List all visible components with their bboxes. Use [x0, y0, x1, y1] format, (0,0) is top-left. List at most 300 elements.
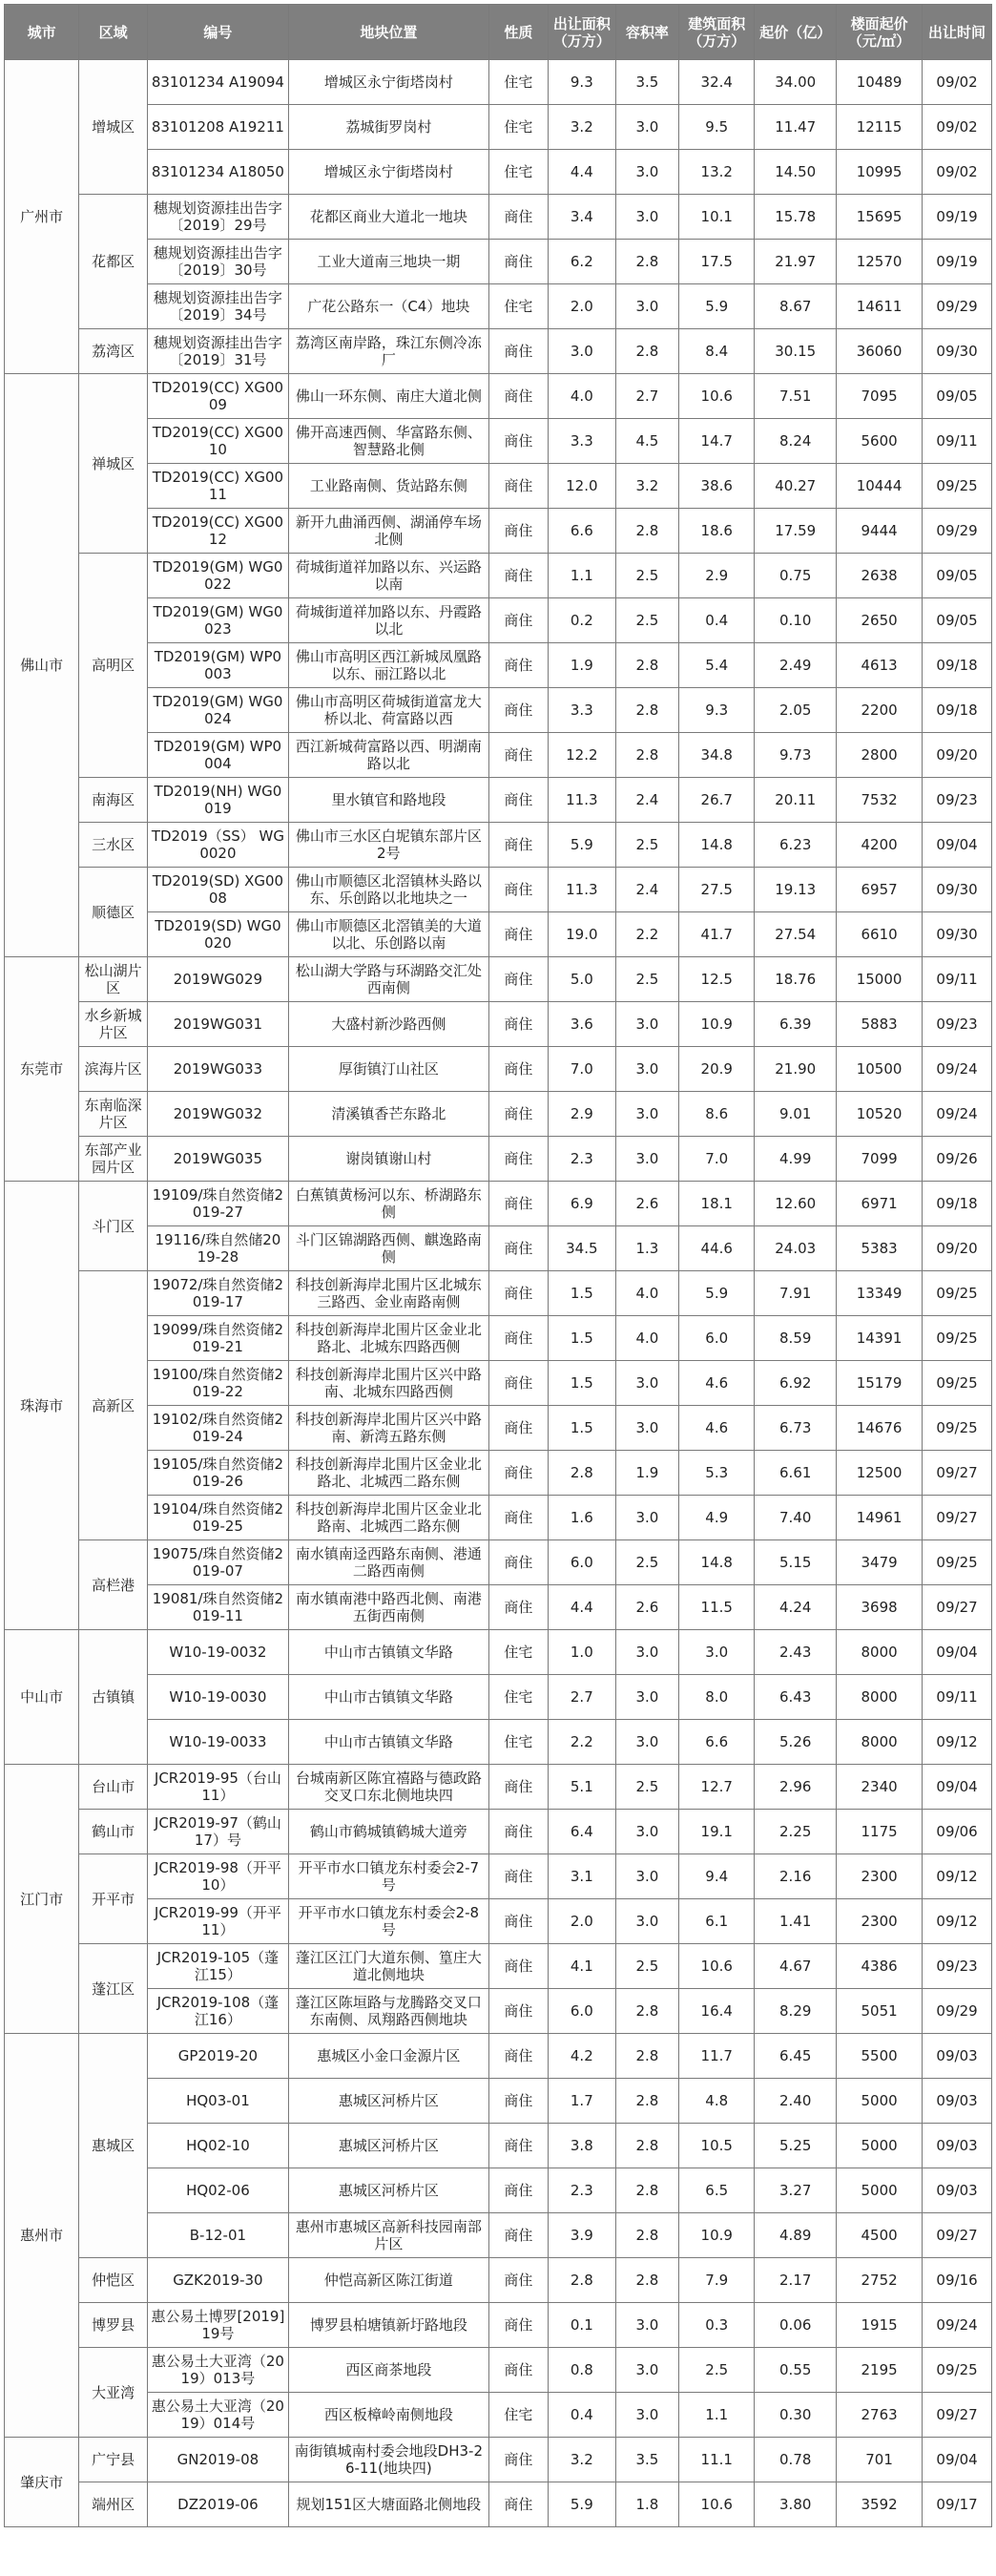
cell-code: 19105/珠自然资储2019-26: [147, 1451, 288, 1496]
table-row: [5, 1585, 992, 1630]
cell-code: B-12-01: [147, 2213, 288, 2258]
cell-district: 增城区: [79, 60, 148, 195]
cell-plot-ratio: 3.0: [615, 1496, 678, 1540]
cell-location: 佛山一环东侧、南庄大道北侧: [288, 374, 488, 419]
cell-location: 工业路南侧、货站路东侧: [288, 464, 488, 509]
header-row: [5, 5, 992, 60]
cell-starting-price: 30.15: [755, 329, 837, 374]
table-row: [5, 733, 992, 778]
cell-floor-price: 10995: [837, 150, 923, 195]
cell-code: 19116/珠自然储2019-28: [147, 1226, 288, 1271]
cell-starting-price: 18.76: [755, 957, 837, 1002]
cell-code: 19102/珠自然资储2019-24: [147, 1406, 288, 1451]
cell-location: 西江新城荷富路以西、明湖南路以北: [288, 733, 488, 778]
cell-land-area: 3.9: [548, 2213, 615, 2258]
cell-type: 商住: [488, 778, 548, 823]
cell-location: 科技创新海岸北围片区北城东三路西、金业南路南侧: [288, 1271, 488, 1316]
cell-floor-price: 2763: [837, 2393, 923, 2438]
cell-plot-ratio: 3.0: [615, 1137, 678, 1182]
cell-starting-price: 34.00: [755, 60, 837, 105]
cell-code: JCR2019-99（开平11）: [147, 1899, 288, 1944]
cell-land-area: 6.2: [548, 240, 615, 284]
cell-land-area: 1.1: [548, 554, 615, 598]
cell-location: 蓬江区江门大道东侧、篁庄大道北侧地块: [288, 1944, 488, 1989]
cell-starting-price: 3.27: [755, 2168, 837, 2213]
cell-land-area: 2.8: [548, 1451, 615, 1496]
cell-date: 09/12: [923, 1899, 992, 1944]
cell-starting-price: 6.39: [755, 1002, 837, 1047]
cell-code: W10-19-0033: [147, 1720, 288, 1765]
cell-location: 荷城街道祥加路以东、兴运路以南: [288, 554, 488, 598]
cell-starting-price: 4.24: [755, 1585, 837, 1630]
cell-district: 花都区: [79, 195, 148, 329]
cell-location: 佛山市高明区荷城街道富龙大桥以北、荷富路以西: [288, 688, 488, 733]
cell-plot-ratio: 3.0: [615, 284, 678, 329]
cell-floor-price: 10500: [837, 1047, 923, 1092]
cell-location: 里水镇官和路地段: [288, 778, 488, 823]
cell-code: HQ02-10: [147, 2124, 288, 2168]
cell-type: 商住: [488, 2303, 548, 2348]
cell-district: 荔湾区: [79, 329, 148, 374]
cell-plot-ratio: 2.5: [615, 1540, 678, 1585]
cell-floor-area: 2.9: [679, 554, 755, 598]
cell-floor-area: 8.0: [679, 1675, 755, 1720]
cell-floor-area: 18.6: [679, 509, 755, 554]
table-row: [5, 2393, 992, 2438]
cell-date: 09/03: [923, 2168, 992, 2213]
cell-floor-area: 9.5: [679, 105, 755, 150]
table-row: [5, 957, 992, 1002]
cell-floor-price: 8000: [837, 1720, 923, 1765]
cell-plot-ratio: 3.0: [615, 1092, 678, 1137]
cell-floor-price: 2638: [837, 554, 923, 598]
cell-city: 广州市: [5, 60, 79, 374]
cell-floor-price: 4613: [837, 643, 923, 688]
cell-land-area: 9.3: [548, 60, 615, 105]
cell-land-area: 4.2: [548, 2034, 615, 2079]
cell-city: 肇庆市: [5, 2438, 79, 2527]
cell-floor-area: 10.6: [679, 2482, 755, 2527]
cell-plot-ratio: 2.8: [615, 2124, 678, 2168]
header-land-area: 出让面积（万方）: [548, 5, 615, 60]
cell-location: 花都区商业大道北一地块: [288, 195, 488, 240]
cell-location: 白蕉镇黄杨河以东、桥湖路东侧: [288, 1182, 488, 1226]
cell-code: TD2019(GM) WG0023: [147, 598, 288, 643]
cell-location: 增城区永宁街塔岗村: [288, 150, 488, 195]
cell-plot-ratio: 4.0: [615, 1316, 678, 1361]
cell-floor-price: 3479: [837, 1540, 923, 1585]
cell-date: 09/24: [923, 1092, 992, 1137]
cell-type: 商住: [488, 733, 548, 778]
table-row: [5, 195, 992, 240]
cell-district: 广宁县: [79, 2438, 148, 2482]
cell-date: 09/23: [923, 778, 992, 823]
cell-floor-area: 10.6: [679, 374, 755, 419]
cell-code: JCR2019-108（蓬江16）: [147, 1989, 288, 2034]
cell-land-area: 6.9: [548, 1182, 615, 1226]
cell-type: 住宅: [488, 284, 548, 329]
cell-land-area: 3.3: [548, 688, 615, 733]
cell-plot-ratio: 2.8: [615, 509, 678, 554]
cell-district: 松山湖片区: [79, 957, 148, 1002]
cell-starting-price: 4.67: [755, 1944, 837, 1989]
cell-city: 东莞市: [5, 957, 79, 1182]
cell-date: 09/23: [923, 1002, 992, 1047]
cell-starting-price: 4.89: [755, 2213, 837, 2258]
cell-floor-area: 5.9: [679, 1271, 755, 1316]
table-row: [5, 2482, 992, 2527]
cell-type: 商住: [488, 2168, 548, 2213]
cell-plot-ratio: 2.5: [615, 598, 678, 643]
cell-location: 广花公路东一（C4）地块: [288, 284, 488, 329]
cell-floor-area: 12.7: [679, 1765, 755, 1810]
cell-plot-ratio: 2.8: [615, 240, 678, 284]
table-row: [5, 1316, 992, 1361]
cell-floor-price: 5883: [837, 1002, 923, 1047]
cell-district: 博罗县: [79, 2303, 148, 2348]
cell-land-area: 1.5: [548, 1271, 615, 1316]
cell-starting-price: 2.17: [755, 2258, 837, 2303]
cell-date: 09/20: [923, 1226, 992, 1271]
cell-floor-area: 7.0: [679, 1137, 755, 1182]
cell-city: 珠海市: [5, 1182, 79, 1630]
cell-starting-price: 7.40: [755, 1496, 837, 1540]
cell-land-area: 2.7: [548, 1675, 615, 1720]
header-plot-ratio: 容积率: [615, 5, 678, 60]
cell-floor-price: 5000: [837, 2079, 923, 2124]
cell-type: 住宅: [488, 150, 548, 195]
cell-plot-ratio: 3.0: [615, 1675, 678, 1720]
cell-location: 科技创新海岸北围片区兴中路南、北城东四路西侧: [288, 1361, 488, 1406]
cell-district: 蓬江区: [79, 1944, 148, 2034]
cell-land-area: 2.0: [548, 1899, 615, 1944]
table-row: [5, 2034, 992, 2079]
cell-land-area: 1.6: [548, 1496, 615, 1540]
cell-land-area: 19.0: [548, 912, 615, 957]
cell-land-area: 0.8: [548, 2348, 615, 2393]
cell-date: 09/27: [923, 1496, 992, 1540]
cell-location: 规划151区大塘面路北侧地段: [288, 2482, 488, 2527]
land-auction-table: [4, 4, 992, 2527]
cell-code: 穗规划资源挂出告字〔2019〕30号: [147, 240, 288, 284]
cell-district: 滨海片区: [79, 1047, 148, 1092]
table-row: [5, 2303, 992, 2348]
cell-code: GP2019-20: [147, 2034, 288, 2079]
cell-date: 09/19: [923, 195, 992, 240]
cell-floor-area: 11.1: [679, 2438, 755, 2482]
cell-floor-price: 5500: [837, 2034, 923, 2079]
cell-land-area: 34.5: [548, 1226, 615, 1271]
table-row: [5, 1675, 992, 1720]
cell-floor-price: 6971: [837, 1182, 923, 1226]
cell-date: 09/11: [923, 957, 992, 1002]
cell-date: 09/04: [923, 2438, 992, 2482]
cell-type: 商住: [488, 2034, 548, 2079]
cell-location: 厚街镇汀山社区: [288, 1047, 488, 1092]
cell-floor-price: 5000: [837, 2168, 923, 2213]
cell-plot-ratio: 4.0: [615, 1271, 678, 1316]
cell-plot-ratio: 3.0: [615, 195, 678, 240]
cell-land-area: 12.2: [548, 733, 615, 778]
cell-district: 高新区: [79, 1271, 148, 1540]
cell-starting-price: 3.80: [755, 2482, 837, 2527]
cell-starting-price: 4.99: [755, 1137, 837, 1182]
cell-district: 顺德区: [79, 868, 148, 957]
cell-starting-price: 2.96: [755, 1765, 837, 1810]
cell-type: 商住: [488, 1406, 548, 1451]
cell-plot-ratio: 3.0: [615, 150, 678, 195]
cell-land-area: 3.6: [548, 1002, 615, 1047]
cell-land-area: 3.1: [548, 1854, 615, 1899]
cell-floor-area: 14.8: [679, 823, 755, 868]
cell-floor-area: 19.1: [679, 1810, 755, 1854]
table-row: [5, 60, 992, 105]
cell-land-area: 3.3: [548, 419, 615, 464]
cell-land-area: 2.3: [548, 2168, 615, 2213]
cell-location: 科技创新海岸北围片区兴中路南、新湾五路东侧: [288, 1406, 488, 1451]
cell-date: 09/17: [923, 2482, 992, 2527]
table-row: [5, 105, 992, 150]
cell-district: 端州区: [79, 2482, 148, 2527]
cell-code: 83101234 A18050: [147, 150, 288, 195]
cell-date: 09/18: [923, 688, 992, 733]
header-district: 区域: [79, 5, 148, 60]
cell-land-area: 12.0: [548, 464, 615, 509]
cell-type: 住宅: [488, 1675, 548, 1720]
cell-type: 商住: [488, 554, 548, 598]
cell-starting-price: 0.10: [755, 598, 837, 643]
cell-floor-area: 6.6: [679, 1720, 755, 1765]
cell-plot-ratio: 2.5: [615, 823, 678, 868]
table-row: [5, 1899, 992, 1944]
table-row: [5, 2348, 992, 2393]
cell-floor-area: 27.5: [679, 868, 755, 912]
cell-plot-ratio: 2.4: [615, 868, 678, 912]
cell-starting-price: 17.59: [755, 509, 837, 554]
cell-starting-price: 8.24: [755, 419, 837, 464]
cell-district: 东南临深片区: [79, 1092, 148, 1137]
cell-floor-area: 0.4: [679, 598, 755, 643]
cell-starting-price: 8.29: [755, 1989, 837, 2034]
cell-location: 惠城区河桥片区: [288, 2168, 488, 2213]
cell-code: GZK2019-30: [147, 2258, 288, 2303]
table-row: [5, 1720, 992, 1765]
cell-starting-price: 14.50: [755, 150, 837, 195]
cell-floor-area: 4.8: [679, 2079, 755, 2124]
table-row: [5, 868, 992, 912]
cell-code: JCR2019-97（鹤山17）号: [147, 1810, 288, 1854]
cell-floor-area: 11.7: [679, 2034, 755, 2079]
cell-floor-price: 6957: [837, 868, 923, 912]
cell-code: 19104/珠自然资储2019-25: [147, 1496, 288, 1540]
cell-starting-price: 6.73: [755, 1406, 837, 1451]
cell-floor-area: 10.1: [679, 195, 755, 240]
cell-code: DZ2019-06: [147, 2482, 288, 2527]
cell-plot-ratio: 2.5: [615, 957, 678, 1002]
cell-land-area: 1.9: [548, 643, 615, 688]
cell-land-area: 4.0: [548, 374, 615, 419]
cell-date: 09/27: [923, 2213, 992, 2258]
cell-code: W10-19-0032: [147, 1630, 288, 1675]
cell-land-area: 3.4: [548, 195, 615, 240]
cell-code: 2019WG035: [147, 1137, 288, 1182]
cell-date: 09/25: [923, 1271, 992, 1316]
cell-plot-ratio: 3.0: [615, 1002, 678, 1047]
cell-floor-price: 14391: [837, 1316, 923, 1361]
cell-floor-price: 7095: [837, 374, 923, 419]
cell-floor-price: 701: [837, 2438, 923, 2482]
cell-land-area: 3.8: [548, 2124, 615, 2168]
cell-floor-price: 5383: [837, 1226, 923, 1271]
cell-floor-area: 14.8: [679, 1540, 755, 1585]
cell-floor-area: 6.0: [679, 1316, 755, 1361]
cell-floor-price: 15000: [837, 957, 923, 1002]
table-row: [5, 598, 992, 643]
cell-floor-area: 2.5: [679, 2348, 755, 2393]
table-row: [5, 688, 992, 733]
cell-code: TD2019(CC) XG0009: [147, 374, 288, 419]
cell-type: 商住: [488, 2124, 548, 2168]
header-floor-area: 建筑面积（万方）: [679, 5, 755, 60]
table-row: [5, 284, 992, 329]
cell-code: TD2019（SS） WG0020: [147, 823, 288, 868]
cell-land-area: 7.0: [548, 1047, 615, 1092]
cell-location: 斗门区锦湖路西侧、麒逸路南侧: [288, 1226, 488, 1271]
cell-plot-ratio: 2.4: [615, 778, 678, 823]
cell-floor-area: 11.5: [679, 1585, 755, 1630]
cell-starting-price: 9.73: [755, 733, 837, 778]
cell-district: 高明区: [79, 554, 148, 778]
cell-starting-price: 0.75: [755, 554, 837, 598]
cell-code: 19109/珠自然资储2019-27: [147, 1182, 288, 1226]
table-row: [5, 509, 992, 554]
cell-starting-price: 5.25: [755, 2124, 837, 2168]
cell-starting-price: 21.90: [755, 1047, 837, 1092]
cell-floor-area: 5.3: [679, 1451, 755, 1496]
cell-type: 商住: [488, 912, 548, 957]
table-row: [5, 1226, 992, 1271]
cell-starting-price: 6.23: [755, 823, 837, 868]
cell-district: 斗门区: [79, 1182, 148, 1271]
cell-land-area: 11.3: [548, 778, 615, 823]
cell-plot-ratio: 3.0: [615, 2393, 678, 2438]
cell-plot-ratio: 3.0: [615, 1854, 678, 1899]
cell-plot-ratio: 2.8: [615, 1989, 678, 2034]
cell-starting-price: 1.41: [755, 1899, 837, 1944]
table-row: [5, 419, 992, 464]
cell-plot-ratio: 3.2: [615, 464, 678, 509]
cell-floor-price: 2200: [837, 688, 923, 733]
cell-type: 商住: [488, 688, 548, 733]
cell-floor-price: 1915: [837, 2303, 923, 2348]
cell-code: TD2019(GM) WG0022: [147, 554, 288, 598]
cell-plot-ratio: 3.0: [615, 105, 678, 150]
cell-district: 古镇镇: [79, 1630, 148, 1765]
cell-district: 东部产业园片区: [79, 1137, 148, 1182]
cell-date: 09/24: [923, 2303, 992, 2348]
cell-floor-area: 10.9: [679, 2213, 755, 2258]
table-row: [5, 1182, 992, 1226]
table-row: [5, 464, 992, 509]
cell-city: 江门市: [5, 1765, 79, 2034]
cell-plot-ratio: 3.0: [615, 2303, 678, 2348]
cell-type: 商住: [488, 1137, 548, 1182]
cell-plot-ratio: 2.2: [615, 912, 678, 957]
cell-starting-price: 5.26: [755, 1720, 837, 1765]
cell-plot-ratio: 3.0: [615, 1361, 678, 1406]
table-row: [5, 1540, 992, 1585]
cell-starting-price: 5.15: [755, 1540, 837, 1585]
cell-floor-price: 12115: [837, 105, 923, 150]
cell-floor-area: 5.4: [679, 643, 755, 688]
cell-land-area: 3.2: [548, 2438, 615, 2482]
cell-type: 商住: [488, 1361, 548, 1406]
table-row: [5, 1406, 992, 1451]
cell-starting-price: 8.67: [755, 284, 837, 329]
cell-type: 住宅: [488, 1720, 548, 1765]
cell-location: 荔湾区南岸路，珠江东侧冷冻厂: [288, 329, 488, 374]
cell-location: 佛开高速西侧、华富路东侧、智慧路北侧: [288, 419, 488, 464]
cell-date: 09/27: [923, 1585, 992, 1630]
cell-location: 工业大道南三地块一期: [288, 240, 488, 284]
cell-land-area: 3.0: [548, 329, 615, 374]
table-row: [5, 1137, 992, 1182]
table-row: [5, 1092, 992, 1137]
cell-plot-ratio: 2.6: [615, 1585, 678, 1630]
cell-type: 住宅: [488, 60, 548, 105]
cell-city: 中山市: [5, 1630, 79, 1765]
cell-type: 商住: [488, 1944, 548, 1989]
cell-date: 09/05: [923, 598, 992, 643]
cell-land-area: 1.5: [548, 1406, 615, 1451]
table-row: [5, 1989, 992, 2034]
table-row: [5, 1002, 992, 1047]
cell-location: 大盛村新沙路西侧: [288, 1002, 488, 1047]
table-row: [5, 1765, 992, 1810]
cell-type: 商住: [488, 1899, 548, 1944]
cell-location: 荔城街罗岗村: [288, 105, 488, 150]
cell-date: 09/30: [923, 329, 992, 374]
cell-type: 商住: [488, 2213, 548, 2258]
cell-location: 新开九曲涌西侧、湖涌停车场北侧: [288, 509, 488, 554]
cell-code: 83101208 A19211: [147, 105, 288, 150]
cell-location: 松山湖大学路与环湖路交汇处西南侧: [288, 957, 488, 1002]
cell-date: 09/18: [923, 643, 992, 688]
cell-type: 商住: [488, 1002, 548, 1047]
cell-district: 仲恺区: [79, 2258, 148, 2303]
cell-location: 鹤山市鹤城镇鹤城大道旁: [288, 1810, 488, 1854]
cell-code: 2019WG033: [147, 1047, 288, 1092]
cell-plot-ratio: 3.0: [615, 1047, 678, 1092]
cell-location: 南水镇南迳西路东南侧、港通二路西南侧: [288, 1540, 488, 1585]
cell-floor-area: 4.6: [679, 1406, 755, 1451]
table-row: [5, 823, 992, 868]
cell-land-area: 6.6: [548, 509, 615, 554]
cell-date: 09/25: [923, 1361, 992, 1406]
cell-floor-area: 16.4: [679, 1989, 755, 2034]
cell-date: 09/16: [923, 2258, 992, 2303]
cell-starting-price: 27.54: [755, 912, 837, 957]
cell-location: 佛山市三水区白坭镇东部片区2号: [288, 823, 488, 868]
cell-date: 09/25: [923, 1540, 992, 1585]
cell-plot-ratio: 3.0: [615, 1406, 678, 1451]
cell-starting-price: 7.51: [755, 374, 837, 419]
cell-plot-ratio: 2.8: [615, 329, 678, 374]
cell-date: 09/02: [923, 150, 992, 195]
cell-location: 中山市古镇镇文华路: [288, 1720, 488, 1765]
cell-land-area: 5.9: [548, 823, 615, 868]
cell-type: 商住: [488, 643, 548, 688]
